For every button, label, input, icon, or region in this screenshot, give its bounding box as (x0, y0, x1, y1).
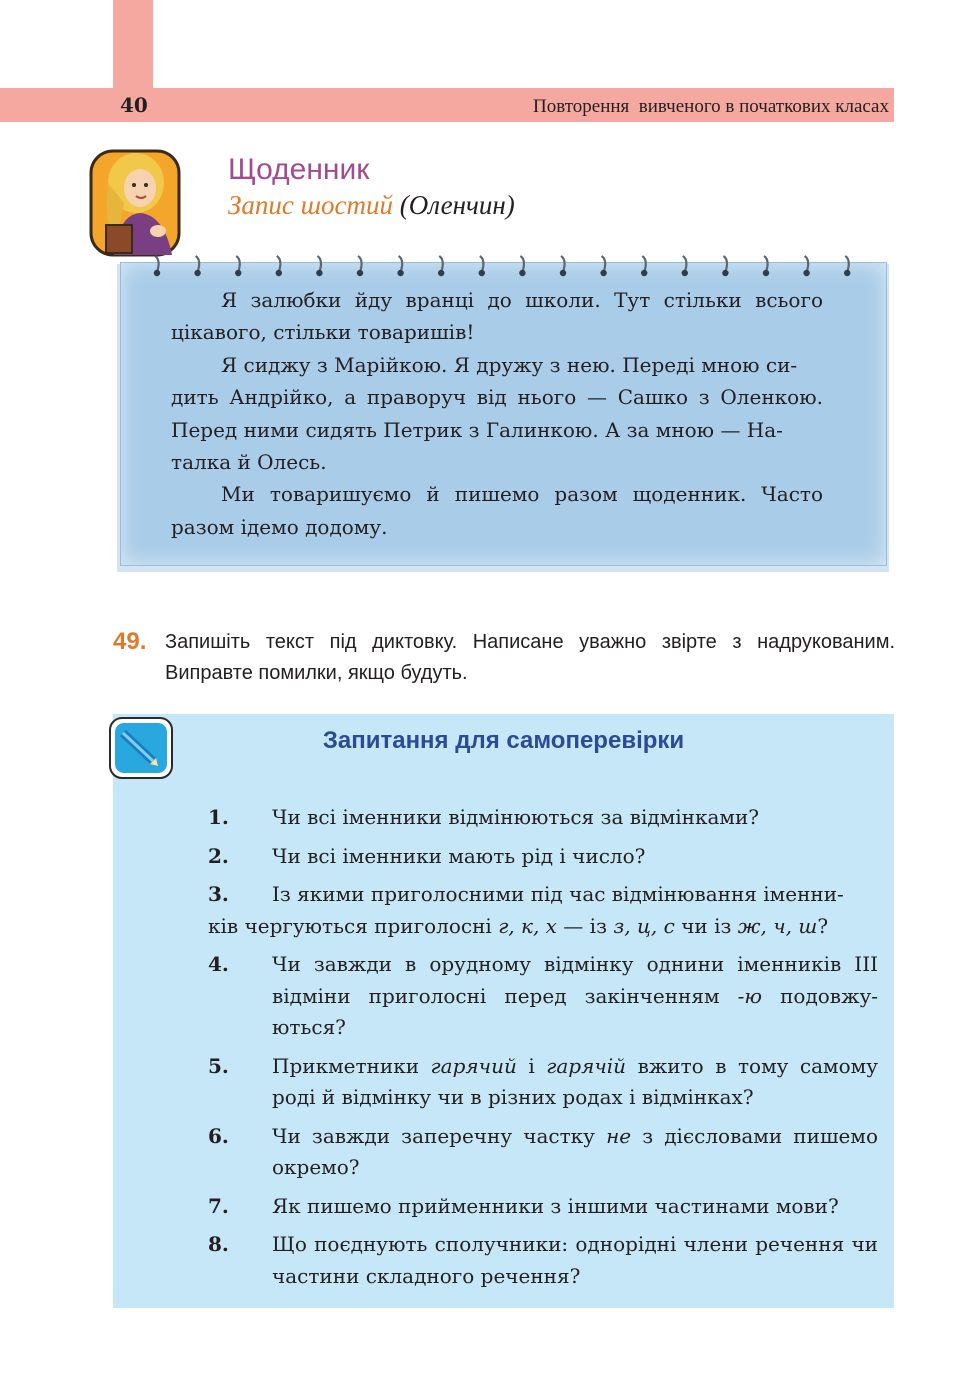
question-text: ків чергуються приголосні (208, 913, 499, 938)
header-vertical-strip (113, 0, 153, 88)
question-text: Як пишемо прийменники з іншими частинами мови? (272, 1193, 839, 1218)
question-italic: з, ц, с (613, 913, 675, 938)
question-number: 2. (208, 843, 229, 868)
question-text: чи із (674, 913, 738, 938)
spiral-ring (844, 256, 850, 276)
spiral-ring (803, 256, 809, 276)
spiral-ring (397, 256, 403, 276)
list-item (208, 802, 878, 834)
question-text: Чи всі іменники мають рід і число? (272, 843, 646, 868)
question-text (272, 949, 878, 1044)
question-text-part: і (516, 1053, 547, 1078)
question-text (272, 1121, 878, 1184)
question-number: 3. (208, 882, 229, 906)
spiral-ring (276, 256, 282, 276)
question-text: ? (817, 913, 829, 938)
diary-paragraph: талка й Олесь. (171, 450, 327, 475)
question-text-part: Чи завжди заперечну частку (272, 1123, 607, 1148)
question-italic: гарячий (430, 1053, 517, 1078)
question-italic: г, к, х (498, 913, 557, 938)
selfcheck-title: Запитання для самоперевірки (322, 727, 685, 754)
diary-paragraph: Я залюбки йду вранці до школи. Тут стільки всього цікавого, стільки товаришів! (171, 288, 823, 345)
question-number: 8. (208, 1232, 229, 1256)
list-item (208, 1121, 878, 1184)
page-number: 40 (120, 93, 148, 117)
list-item (208, 841, 878, 873)
question-text: Із якими приголосними під час відмінювання іменни- (272, 882, 844, 906)
spiral-ring (235, 256, 241, 276)
diary-title: Щоденник (228, 153, 370, 186)
spiral-ring (154, 256, 160, 276)
spiral-ring (357, 256, 363, 276)
question-number: 7. (208, 1193, 229, 1218)
diary-entry-label: Запис шостий (228, 190, 393, 220)
spiral-ring (560, 256, 566, 276)
question-number: 1. (208, 805, 229, 829)
spiral-rings-icon (140, 250, 870, 280)
diary-paragraph: дить Андрійко, а праворуч від нього — Сашко з Оленкою. Перед ними сидять Петрик з Галинкою. А за мною — На- (171, 385, 823, 442)
question-number: 5. (208, 1053, 229, 1078)
question-italic: ж, ч, ш (737, 913, 818, 938)
question-text: Що поєднують сполучники: однорідні члени речення чи частини складного речення? (272, 1232, 878, 1288)
spiral-ring (641, 256, 647, 276)
question-number: 6. (208, 1123, 229, 1148)
question-list (208, 802, 878, 1299)
exercise-text: Запишіть текст під диктовку. Написане уважно звірте з надрукованим. Виправте помилки, якщо будуть. (165, 631, 895, 684)
spiral-ring (682, 256, 688, 276)
spiral-ring (519, 256, 525, 276)
diary-text (171, 284, 823, 543)
question-italic: -ю (737, 983, 762, 1008)
list-item (208, 1229, 878, 1292)
question-text-part: Прикметники (272, 1053, 431, 1078)
running-head: Повторення вивченого в початкових класах (533, 96, 889, 117)
list-item (208, 879, 878, 942)
question-text (272, 1051, 878, 1114)
list-item (208, 1051, 878, 1114)
list-item (208, 949, 878, 1044)
question-number: 4. (208, 952, 229, 976)
question-text-part: з дієсловами пишемо окремо? (272, 1123, 878, 1179)
diary-paragraph: Ми товаришуємо й пишемо разом щоденник. Часто разом ідемо додому. (171, 482, 823, 539)
question-text-part: вжито в тому самому роді й відмінку чи в різних родах і відмінках? (272, 1053, 878, 1109)
spiral-ring (479, 256, 485, 276)
list-item (208, 1191, 878, 1223)
girl-avatar-icon (88, 143, 184, 260)
diary-author: (Оленчин) (399, 190, 515, 220)
diary-paragraph: Я сиджу з Марійкою. Я дружу з нею. Переді мною си- (221, 352, 798, 377)
spiral-ring (763, 256, 769, 276)
exercise-number: 49. (113, 628, 147, 655)
question-text-part: подовжу-ються? (272, 983, 878, 1039)
spiral-ring (316, 256, 322, 276)
diary-subtitle (228, 190, 515, 221)
question-italic: не (606, 1123, 632, 1148)
spiral-ring (722, 256, 728, 276)
question-text-part: Чи завжди в орудному відмінку однини іменників ІІІ відміни приголосні перед закінченням (272, 952, 878, 1008)
spiral-ring (194, 256, 200, 276)
question-italic: гарячій (546, 1053, 627, 1078)
spiral-ring (438, 256, 444, 276)
question-text: Чи всі іменники відмінюються за відмінками? (272, 805, 760, 829)
spiral-ring (600, 256, 606, 276)
question-text: — із (556, 913, 614, 938)
